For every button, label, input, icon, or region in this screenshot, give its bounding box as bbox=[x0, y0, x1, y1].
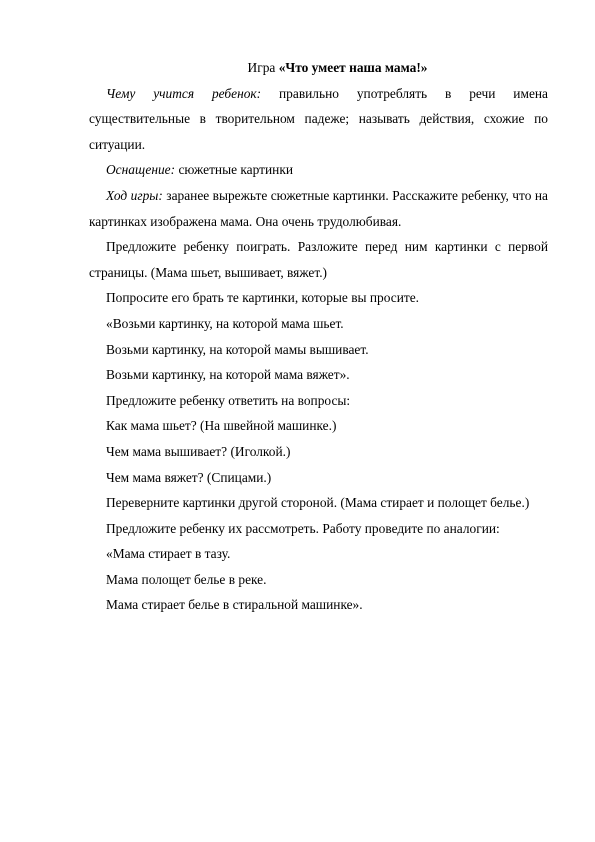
paragraph-line: Как мама шьет? (На швейной машинке.) bbox=[106, 418, 337, 434]
game-flow-text: заранее вырежьте сюжетные картинки. Расскажите ребенку, что на картинках изображена мама. Она очень трудолюбивая. bbox=[89, 187, 548, 229]
equipment-paragraph bbox=[89, 157, 548, 183]
title-prefix: Игра bbox=[247, 60, 279, 75]
equipment-text: сюжетные картинки bbox=[175, 162, 293, 178]
paragraph-line: Мама стирает белье в стиральной машинке». bbox=[106, 597, 363, 613]
document-body bbox=[89, 55, 548, 618]
title-name: «Что умеет наша мама!» bbox=[278, 60, 428, 75]
paragraph-setup: Предложите ребенку поиграть. Разложите перед ним картинки с первой страницы. (Мама шьет, вышивает, вяжет.) bbox=[89, 239, 548, 280]
goal-paragraph bbox=[89, 81, 548, 158]
paragraph-line: Возьми картинку, на которой мамы вышивает. bbox=[106, 341, 369, 357]
goal-text: правильно употреблять в речи имена существительные в творительном падеже; называть действия, схожие по ситуации. bbox=[89, 85, 548, 152]
paragraph-line: «Мама стирает в тазу. bbox=[106, 546, 231, 562]
paragraph-instruction: Попросите его брать те картинки, которые вы просите. bbox=[106, 290, 420, 306]
paragraph-line: Возьми картинку, на которой мама вяжет». bbox=[106, 367, 350, 383]
paragraph-line: Предложите ребенку их рассмотреть. Работу проведите по аналогии: bbox=[106, 520, 500, 536]
equipment-label: Оснащение: bbox=[106, 162, 176, 178]
paragraph-line: Чем мама вяжет? (Спицами.) bbox=[106, 469, 272, 485]
paragraph-line: «Возьми картинку, на которой мама шьет. bbox=[106, 315, 344, 331]
game-flow-label: Ход игры: bbox=[106, 187, 163, 203]
paragraph-line: Мама полощет белье в реке. bbox=[106, 571, 267, 587]
goal-label: Чему учится ребенок: bbox=[106, 85, 262, 101]
paragraph-line: Чем мама вышивает? (Иголкой.) bbox=[106, 443, 291, 459]
page-title bbox=[89, 55, 548, 81]
game-flow-paragraph bbox=[89, 183, 548, 234]
paragraph-line: Предложите ребенку ответить на вопросы: bbox=[106, 392, 351, 408]
paragraph-line: Переверните картинки другой стороной. (Мама стирает и полощет белье.) bbox=[106, 495, 530, 511]
